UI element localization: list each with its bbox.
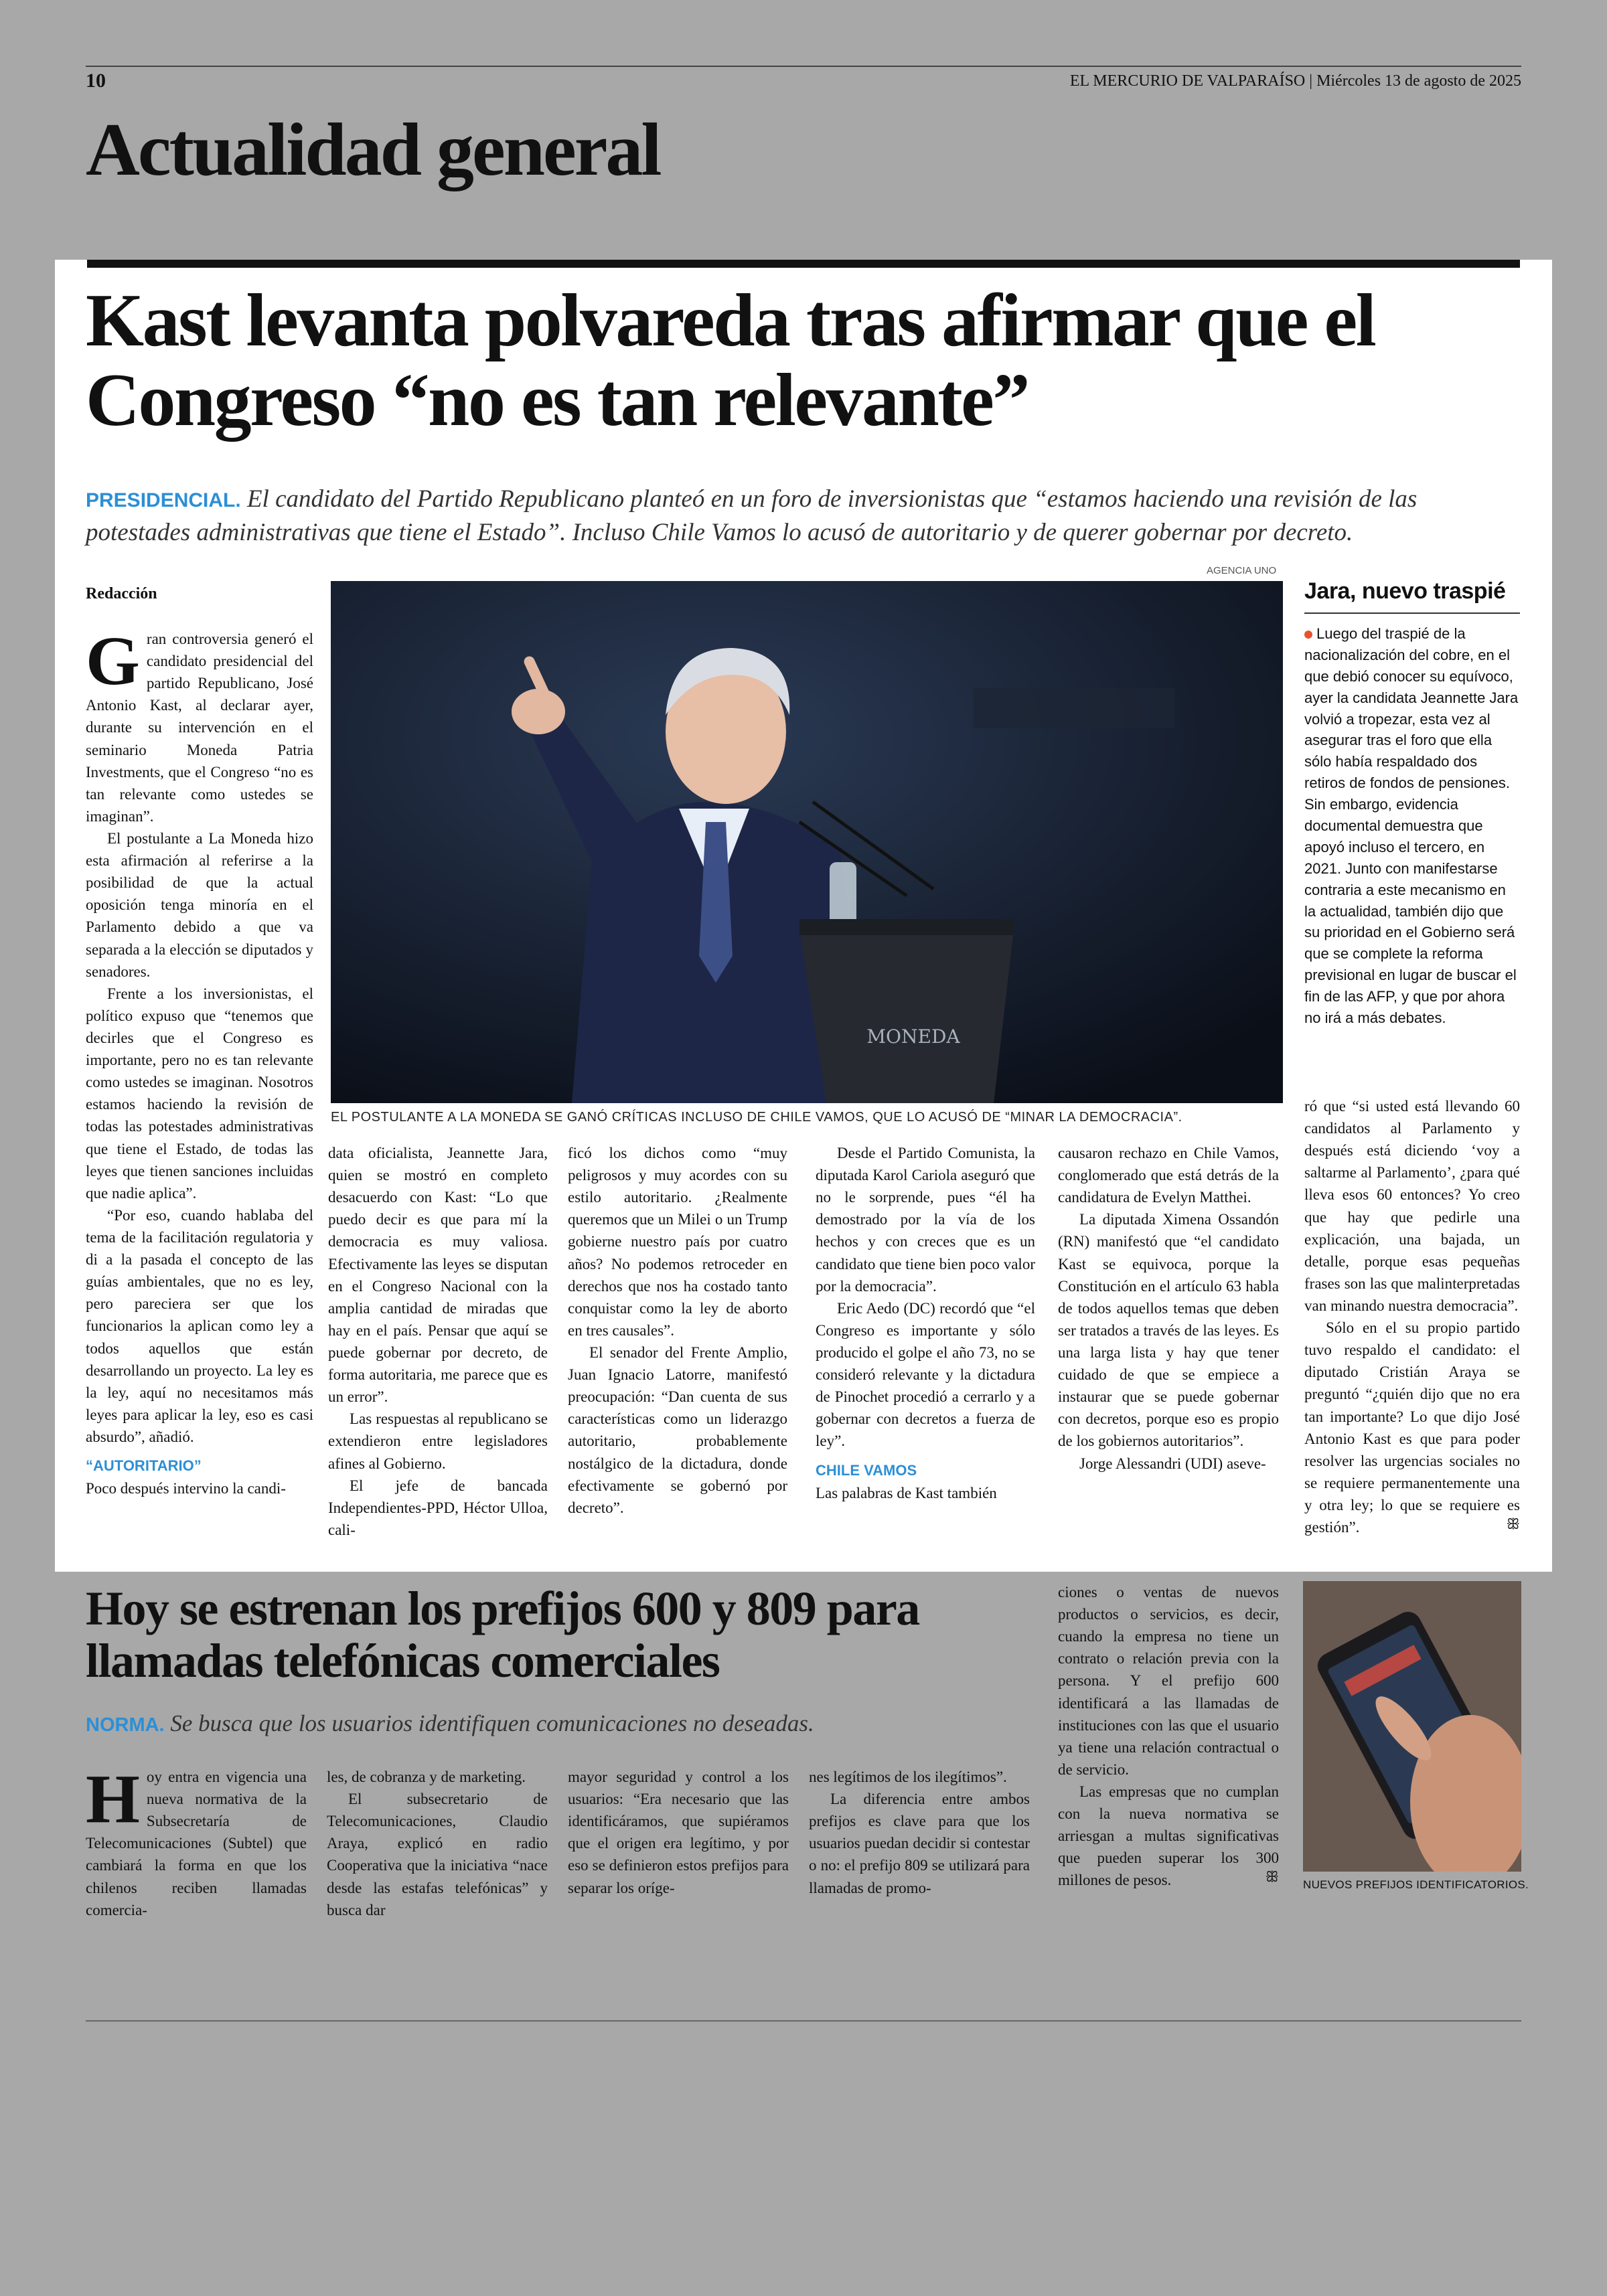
paragraph: Jorge Alessandri (UDI) aseve- xyxy=(1079,1455,1266,1472)
paragraph: Poco después intervino la candi- xyxy=(86,1480,286,1497)
main-photo xyxy=(331,581,1283,1103)
deck-text: El candidato del Partido Republicano planteó en un foro de inversionistas que “estamos haciendo una revisión de las potestades administrativas que tiene el Estado”. Incluso Chile Vamos lo acusó de autoritario y de querer gobernar por decreto. xyxy=(86,485,1418,546)
paragraph: El senador del Frente Amplio, Juan Ignacio Latorre, manifestó preocupación: “Dan cuenta de sus características como un liderazgo autoritario, probablemente nostálgico de la dictadura, donde efectivamente se gobernó por decreto”. xyxy=(568,1343,787,1516)
second-headline: Hoy se estrenan los prefijos 600 y 809 para llamadas telefónicas comerciales xyxy=(86,1582,919,1688)
sidebar-box xyxy=(1304,578,1520,1029)
paragraph: mayor seguridad y control a los usuarios: “Era necesario que las identificáramos, que supiéramos que el origen era legítimo, y por eso se definieron estos prefijos para separar los oríge- xyxy=(568,1769,789,1896)
masthead: EL MERCURIO DE VALPARAÍSO | Miércoles 13 de agosto de 2025 xyxy=(1069,72,1521,90)
smartphone-hand-illustration xyxy=(1303,1581,1521,1872)
paragraph: les, de cobranza y de marketing. xyxy=(327,1769,526,1785)
article-column-3 xyxy=(568,1142,787,1519)
second-column-1: Hoy entra en vigencia una nueva normativa de la Subsecretaría de Telecomunicaciones (Subtel) que cambiará la forma en que los chilenos reciben llamadas comercia- xyxy=(86,1760,307,1918)
end-mark-icon: ꕥ xyxy=(1506,1516,1520,1534)
paragraph: La diputada Ximena Ossandón (RN) manifestó que “el candidato Kast se equivoca, porque la Constitución en el artículo 63 habla de todos aquellos temas que deben ser tratados a través de las leyes. Es una larga lista y hay que tener cuidado de que se empiece a instaurar que se puede gobernar con decretos, porque eso es propio de los gobiernos autoritarios”. xyxy=(1058,1211,1279,1450)
paragraph: Las palabras de Kast también xyxy=(816,1484,997,1501)
subhead-autoritario: “AUTORITARIO” xyxy=(86,1457,202,1475)
podium-text: MONEDA xyxy=(866,1026,960,1048)
main-deck xyxy=(86,483,1525,549)
deck-kicker: PRESIDENCIAL. xyxy=(86,489,241,511)
paragraph: Las empresas que no cumplan con la nueva normativa se arriesgan a multas significativas que pueden superar los 300 millones de pesos. ꕥ xyxy=(1058,1783,1279,1889)
second-deck xyxy=(86,1708,1037,1739)
paragraph: ciones o ventas de nuevos productos o servicios, es decir, cuando la empresa no tiene un contrato o relación previa con la persona. Y el prefijo 600 identificará a las llamadas de instituciones con las que el usuario ya tiene una relación contractual o de servicio. xyxy=(1058,1584,1279,1778)
sidebar-body: Luego del traspié de la nacionalización del cobre, en el que debió conocer su equívoco, ayer la candidata Jeannette Jara volvió a tropezar, esta vez al asegurar tras el foro que ella sólo había respaldado dos retiros de fondos de pensiones. Sin embargo, evidencia documental demuestra que apoyó incluso el tercero, en 2021. Junto con manifestarse contraria a este mecanismo en la actualidad, también dijo que su prioridad en el Gobierno será que se complete la reforma previsional en lugar de buscar el fin de las AFP, y que por ahora no irá a más debates. xyxy=(1304,625,1519,1027)
second-column-3 xyxy=(568,1766,789,1899)
paragraph: La diferencia entre ambos prefijos es clave para que los usuarios puedan decidir si contestar o no: el prefijo 809 se utilizará para llamadas de promo- xyxy=(809,1791,1030,1896)
bullet-dot-icon xyxy=(1304,631,1312,639)
second-column-5 xyxy=(1058,1581,1279,1892)
article-column-2 xyxy=(328,1142,548,1541)
sidebar-title: Jara, nuevo traspié xyxy=(1304,578,1520,614)
end-mark-icon: ꕥ xyxy=(1265,1869,1279,1886)
paragraph: El postulante a La Moneda hizo esta afirmación al referirse a la posibilidad de que la actual oposición tenga minoría en el Parlamento debido a que va separada a la elección se diputados y senadores. xyxy=(86,829,313,980)
top-rule xyxy=(86,66,1521,67)
paragraph: “Por eso, cuando hablaba del tema de la facilitación regulatoria y di a la pasada el concepto de las guías ambientales, que no es ley, pero pareciera ser que los funcionarios la aplican como ley a todos aquellos que están desarrollando un proyecto. La ley es la ley, aquí no necesitamos más leyes para aplicar la ley, eso es casi absurdo”, añadió. xyxy=(86,1206,313,1445)
paragraph: Las respuestas al republicano se extendieron entre legisladores afines al Gobierno. xyxy=(328,1410,548,1472)
byline: Redacción xyxy=(86,585,157,602)
main-headline: Kast levanta polvareda tras afirmar que el Congreso “no es tan relevante” xyxy=(86,279,1375,442)
paragraph: ficó los dichos como “muy peligrosos y muy acordes con su estilo autoritario. ¿Realmente queremos que un Milei o un Trump gobierne nuestro país por cuatro años? No podemos retroceder en derechos que nos ha costado tanto conquistar como la ley de aborto en tres causales”. xyxy=(568,1145,787,1339)
phone-photo xyxy=(1303,1581,1521,1872)
phone-photo-caption: NUEVOS PREFIJOS IDENTIFICATORIOS. xyxy=(1303,1878,1529,1891)
photo-caption: EL POSTULANTE A LA MONEDA SE GANÓ CRÍTICAS INCLUSO DE CHILE VAMOS, QUE LO ACUSÓ DE “MINAR LA DEMOCRACIA”. xyxy=(331,1110,1182,1125)
subhead-chile-vamos: CHILE VAMOS xyxy=(816,1461,917,1479)
article-column-6 xyxy=(1304,1095,1520,1538)
paragraph: Sólo en el su propio partido tuvo respaldo el candidato: el diputado Cristián Araya se preguntó “¿quién dijo que no era tan importante? Lo que dijo José Antonio Kast es que para poder resolver las urgencias sociales no se requiere permanentemente una y otra ley; lo que se requiere es gestión”. ꕥ xyxy=(1304,1319,1520,1536)
page-number: 10 xyxy=(86,70,106,92)
deck-kicker: NORMA. xyxy=(86,1714,165,1736)
paragraph: Eric Aedo (DC) recordó que “el Congreso es importante y sólo producido el golpe el año 73, no se consideró relevante y la dictadura de Pinochet procedió a cerrarlo y a gobernar con decretos a fuerza de ley”. xyxy=(816,1299,1035,1450)
first-paragraph: Gran controversia generó el candidato presidencial del partido Republicano, José Antonio Kast, al declarar ayer, durante su intervención en el seminario Moneda Patria Investments, que el Congreso “no es tan relevante como ustedes se imaginan”. xyxy=(86,623,313,825)
paragraph: Frente a los inversionistas, el político expuso que “tenemos que decirles que el Congreso es importante, pero no es tan relevante como ustedes se imaginan. Nosotros estamos haciendo la revisión de todas las potestades administrativas que tiene el Estado, de todas las leyes que tienen sanciones incluidas que nadie aplica”. xyxy=(86,985,313,1202)
article-column-1 xyxy=(86,623,313,1499)
article-top-rule xyxy=(87,260,1520,268)
section-title: Actualidad general xyxy=(86,108,660,191)
paragraph: Desde el Partido Comunista, la diputada Karol Cariola aseguró que no le sorprende, pues “él ha demostrado por la vía de los hechos y con creces que es un candidato que tiene bien poco valor por la democracia”. xyxy=(816,1145,1035,1295)
second-column-4 xyxy=(809,1766,1030,1899)
paragraph: El jefe de bancada Independientes-PPD, Héctor Ulloa, cali- xyxy=(328,1477,548,1538)
paragraph: data oficialista, Jeannette Jara, quien se mostró en completo desacuerdo con Kast: “Lo que puedo decir es que para mí la democracia es muy valiosa. Efectivamente las leyes se disputan en el Congreso Nacional con la amplia cantidad de miradas que hay en el país. Pensar que aquí se puede gobernar por decreto, de forma autoritaria, me parece que es un error”. xyxy=(328,1145,548,1406)
article-column-5 xyxy=(1058,1142,1279,1475)
article-column-4 xyxy=(816,1142,1035,1504)
paragraph: El subsecretario de Telecomunicaciones, Claudio Araya, explicó en radio Cooperativa que la iniciativa “nace desde las estafas telefónicas” y busca dar xyxy=(327,1791,548,1918)
dropcap: G xyxy=(86,623,140,700)
photo-credit: AGENCIA UNO xyxy=(1207,565,1277,576)
second-column-2 xyxy=(327,1766,548,1921)
deck-text: Se busca que los usuarios identifiquen comunicaciones no deseadas. xyxy=(170,1710,814,1736)
bottom-rule xyxy=(86,2020,1521,2022)
dropcap: H xyxy=(86,1760,140,1837)
paragraph: causaron rechazo en Chile Vamos, conglomerado que está detrás de la candidatura de Evelyn Matthei. xyxy=(1058,1145,1279,1206)
main-article xyxy=(55,260,1552,1572)
paragraph: ró que “si usted está llevando 60 candidatos al Parlamento y después está diciendo ‘voy a saltarme al Parlamento’, ¿para qué lleva esos 60 entonces? Yo creo que hay que pedirle una explicación, una bajada, un detalle, porque esas pequeñas frases son las que malinterpretadas van minando nuestra democracia”. xyxy=(1304,1098,1520,1314)
speaker-illustration xyxy=(331,581,1283,1103)
paragraph: nes legítimos de los ilegítimos”. xyxy=(809,1769,1007,1785)
